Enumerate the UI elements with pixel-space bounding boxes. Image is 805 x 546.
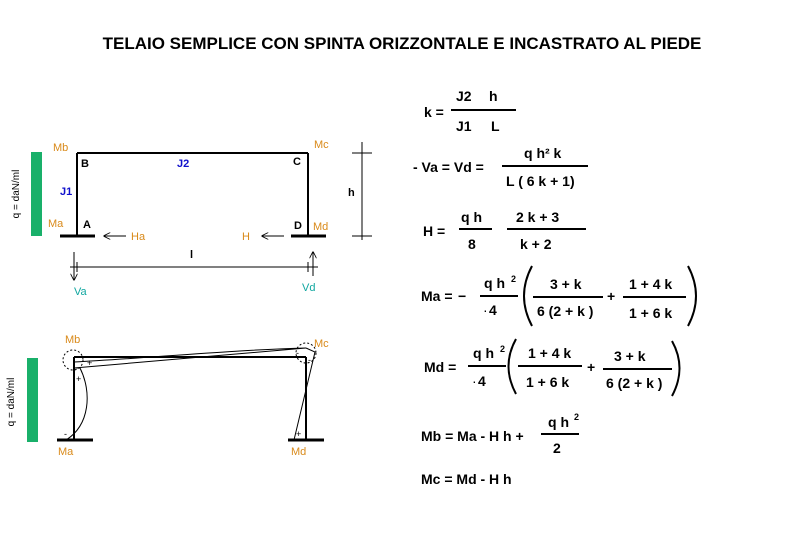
formula-va [413,145,588,189]
formula-ma-lhs: Ma = [421,288,453,304]
node-c: C [293,156,301,168]
formula-md-exp: 2 [500,344,506,354]
formula-h-d2: k + 2 [520,236,552,252]
formula-ma-minus: − [458,288,467,304]
formula-md-lhs: Md = [424,359,457,375]
formula-ma-f1d: 6 (2 + k ) [537,303,594,319]
distributed-load-bar [31,152,42,236]
node-b: B [81,158,89,170]
formula-md-plus: + [587,359,596,375]
label-h: H [242,231,250,243]
formula-ma-f2d: 1 + 6 k [629,305,673,321]
formula-mb-lhs: Mb = Ma - H h + [421,428,524,444]
formula-md-f2n: 3 + k [614,348,646,364]
label-h-dim: h [348,187,355,199]
formula-mc [421,471,512,487]
formula-md-f1d: 1 + 6 k [526,374,570,390]
formula-ma-qh: q h [484,275,505,291]
formula-k-num2: h [489,88,498,104]
formula-ma-f1n: 3 + k [550,276,582,292]
formula-h-d1: 8 [468,236,476,252]
label-j1: J1 [60,186,73,198]
sign-right-column: - [308,355,311,365]
node-d: D [294,220,302,232]
sign-left-column: + [76,374,82,384]
formula-md-f2d: 6 (2 + k ) [606,375,663,391]
formula-md-qh: q h [473,345,494,361]
frame-diagram [11,139,372,298]
formula-ma-paren-right [688,266,696,326]
formula-mb [421,412,579,456]
moment-curve-right-column [294,348,315,440]
label-va: Va [74,286,87,298]
label-l: l [190,249,194,261]
load-label: q = daN/ml [11,169,22,219]
label-md: Md [313,221,329,233]
sign-right-base: + [296,429,302,439]
sign-beam-right: - [296,348,299,358]
formula-ma-exp: 2 [511,274,517,284]
formula-ma [421,266,696,326]
formula-md-dot: · [472,373,477,389]
formula-mb-exp: 2 [574,412,580,422]
formula-ma-plus: + [607,288,616,304]
label-ha: Ha [131,231,146,243]
distributed-load-bar-2 [27,358,38,442]
formula-ma-paren-left [524,266,532,326]
load-label-2: q = daN/ml [6,377,17,427]
node-a: A [83,219,91,231]
formula-ma-dot: · [483,302,488,318]
formula-va-den: L ( 6 k + 1) [506,173,575,189]
formula-ma-four: 4 [489,302,497,318]
formula-md-paren-right [672,341,680,396]
formula-va-num: q h² k [524,145,562,161]
formula-mc-text: Mc = Md - H h [421,471,512,487]
label-vd: Vd [302,282,316,294]
label-ma: Ma [48,218,64,230]
formula-mb-num: q h [548,414,569,430]
label-j2: J2 [177,158,190,170]
formula-h-n2: 2 k + 3 [516,209,560,225]
formula-k-lhs: k = [424,104,444,120]
formula-ma-f2n: 1 + 4 k [629,276,673,292]
page-title: TELAIO SEMPLICE CON SPINTA ORIZZONTALE E INCASTRATO AL PIEDE [102,34,702,53]
formula-k-den1: J1 [456,118,472,134]
label-mb: Mb [53,142,69,154]
label-mc: Mc [314,139,329,151]
formula-md [424,339,680,396]
sign-left-base: - [64,429,67,439]
formula-h-n1: q h [461,209,482,225]
sign-beam-left: + [87,358,93,368]
formula-h [423,209,586,252]
formula-md-four: 4 [478,373,486,389]
formula-k [424,88,516,134]
formula-mb-den: 2 [553,440,561,456]
formula-h-lhs: H = [423,223,446,239]
formula-md-paren-left [509,339,517,394]
moment-label-ma: Ma [58,446,74,458]
moment-label-mc: Mc [314,338,329,350]
formula-k-den2: L [491,118,500,134]
moment-diagram [6,334,329,458]
formula-va-lhs: - Va = Vd = [413,159,484,175]
formula-k-num1: J2 [456,88,472,104]
formula-md-f1n: 1 + 4 k [528,345,572,361]
moment-label-mb: Mb [65,334,81,346]
moment-label-md: Md [291,446,307,458]
